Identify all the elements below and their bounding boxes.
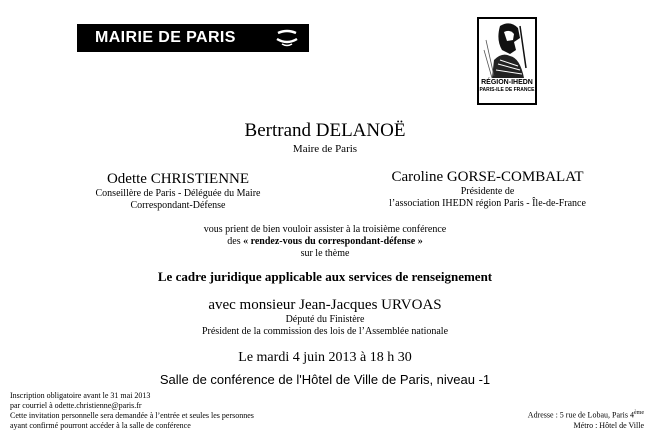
metro-line: Métro : Hôtel de Ville: [573, 420, 644, 430]
co-host-right-title: Présidente de: [460, 186, 515, 197]
speaker-name: avec monsieur Jean-Jacques URVOAS: [208, 297, 442, 313]
address-line: [444, 408, 644, 421]
host-role: Maire de Paris: [292, 143, 358, 155]
co-host-left-name: Odette CHRISTIENNE: [106, 171, 250, 187]
ihedn-logo-line2: PARIS-ILE DE FRANCE: [479, 87, 535, 93]
co-host-right-name: Caroline GORSE-COMBALAT: [391, 169, 584, 185]
registration-line-4: ayant confirmé pourront accéder à la salle de conférence: [10, 421, 191, 430]
speaker-block: [0, 296, 650, 338]
athena-helmet-icon: [480, 20, 532, 78]
ihedn-logo-line1: RÉGION-IHEDN: [481, 79, 533, 86]
address-text: Adresse : 5 rue de Lobau, Paris 4: [527, 410, 634, 420]
region-ihedn-logo: [477, 17, 537, 105]
registration-line-1: Inscription obligatoire avant le 31 mai 2013: [10, 391, 151, 400]
event-date: Le mardi 4 juin 2013 à 18 h 30: [238, 350, 412, 365]
registration-line-3: Cette invitation personnelle sera demandée à l’entrée et seules les personnes: [10, 411, 254, 420]
co-host-left-subtitle: Correspondant-Défense: [130, 200, 226, 211]
host-name: Bertrand DELANOË: [244, 120, 406, 141]
invitation-line-2: [0, 236, 650, 248]
speaker-title-2: Président de la commission des lois de l’Assemblée nationale: [201, 326, 449, 337]
conference-series-name: « rendez-vous du correspondant-défense »: [243, 236, 423, 247]
mairie-logo-text: MAIRIE DE PARIS: [95, 29, 236, 46]
speaker-title-1: Député du Finistère: [285, 314, 365, 325]
registration-line-2: par courriel à odette.christienne@paris.fr: [10, 401, 142, 410]
invitation-text: [0, 224, 650, 260]
conference-subject: Le cadre juridique applicable aux services de renseignement: [157, 269, 493, 284]
invitation-line-1: vous prient de bien vouloir assister à la troisième conférence: [203, 224, 447, 235]
co-host-right: [365, 168, 610, 210]
address-info: [444, 408, 644, 431]
invitation-line-3: sur le thème: [300, 248, 350, 259]
address-superscript: ème: [634, 410, 644, 416]
event-venue: Salle de conférence de l'Hôtel de Ville de Paris, niveau -1: [159, 372, 491, 387]
paris-ship-icon: [275, 28, 299, 48]
invitation-line-2-prefix: des: [227, 236, 244, 247]
co-host-left: [78, 170, 278, 212]
co-host-left-title: Conseillère de Paris - Déléguée du Maire: [95, 188, 261, 199]
mairie-de-paris-logo: [77, 24, 309, 52]
registration-info: [10, 391, 270, 431]
co-host-right-subtitle: l’association IHEDN région Paris - Île-de-France: [389, 198, 586, 209]
